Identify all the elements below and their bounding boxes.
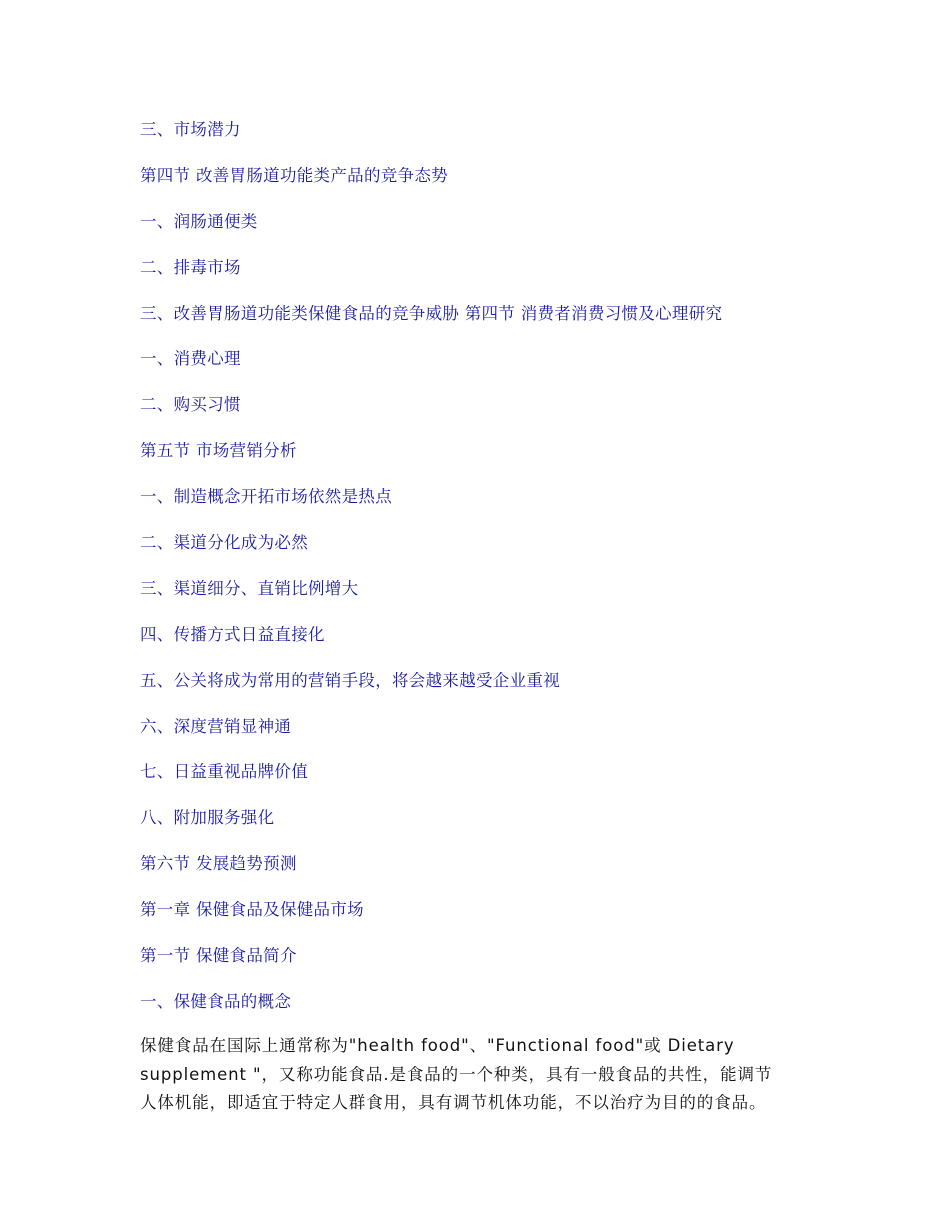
toc-line[interactable]: 第一章 保健食品及保健品市场 xyxy=(140,900,364,920)
table-of-contents xyxy=(140,116,820,1034)
toc-line[interactable]: 一、润肠通便类 xyxy=(140,211,258,231)
toc-line[interactable]: 四、传播方式日益直接化 xyxy=(140,624,325,644)
toc-line[interactable]: 二、购买习惯 xyxy=(140,395,241,415)
toc-line[interactable]: 二、渠道分化成为必然 xyxy=(140,533,308,553)
paragraph-line: 保健食品在国际上通常称为"health food"、"Functional food"或 Dietary xyxy=(140,1036,735,1055)
toc-line[interactable]: 第六节 发展趋势预测 xyxy=(140,854,297,874)
definition-paragraph xyxy=(140,1032,812,1118)
toc-line[interactable]: 第五节 市场营销分析 xyxy=(140,441,297,461)
toc-line[interactable]: 一、消费心理 xyxy=(140,349,241,369)
toc-line[interactable]: 第一节 保健食品简介 xyxy=(140,946,297,966)
toc-line[interactable]: 七、日益重视品牌价值 xyxy=(140,762,308,782)
paragraph-line: 人体机能，即适宜于特定人群食用，具有调节机体功能，不以治疗为目的的食品。 xyxy=(140,1093,767,1113)
toc-line[interactable]: 一、保健食品的概念 xyxy=(140,991,292,1011)
toc-line[interactable]: 第四节 改善胃肠道功能类产品的竞争态势 xyxy=(140,165,448,185)
toc-line[interactable]: 八、附加服务强化 xyxy=(140,808,275,828)
toc-line[interactable]: 一、制造概念开拓市场依然是热点 xyxy=(140,487,392,507)
toc-line[interactable]: 二、排毒市场 xyxy=(140,257,241,277)
toc-line[interactable]: 五、公关将成为常用的营销手段，将会越来越受企业重视 xyxy=(140,670,560,690)
toc-line[interactable]: 三、渠道细分、直销比例增大 xyxy=(140,578,359,598)
toc-line[interactable]: 三、市场潜力 xyxy=(140,120,241,139)
paragraph-line: supplement "，又称功能食品.是食品的一个种类，具有一般食品的共性，能调节 xyxy=(140,1064,773,1084)
toc-line[interactable]: 三、改善胃肠道功能类保健食品的竞争威胁 第四节 消费者消费习惯及心理研究 xyxy=(140,303,723,323)
toc-line[interactable]: 六、深度营销显神通 xyxy=(140,716,292,736)
